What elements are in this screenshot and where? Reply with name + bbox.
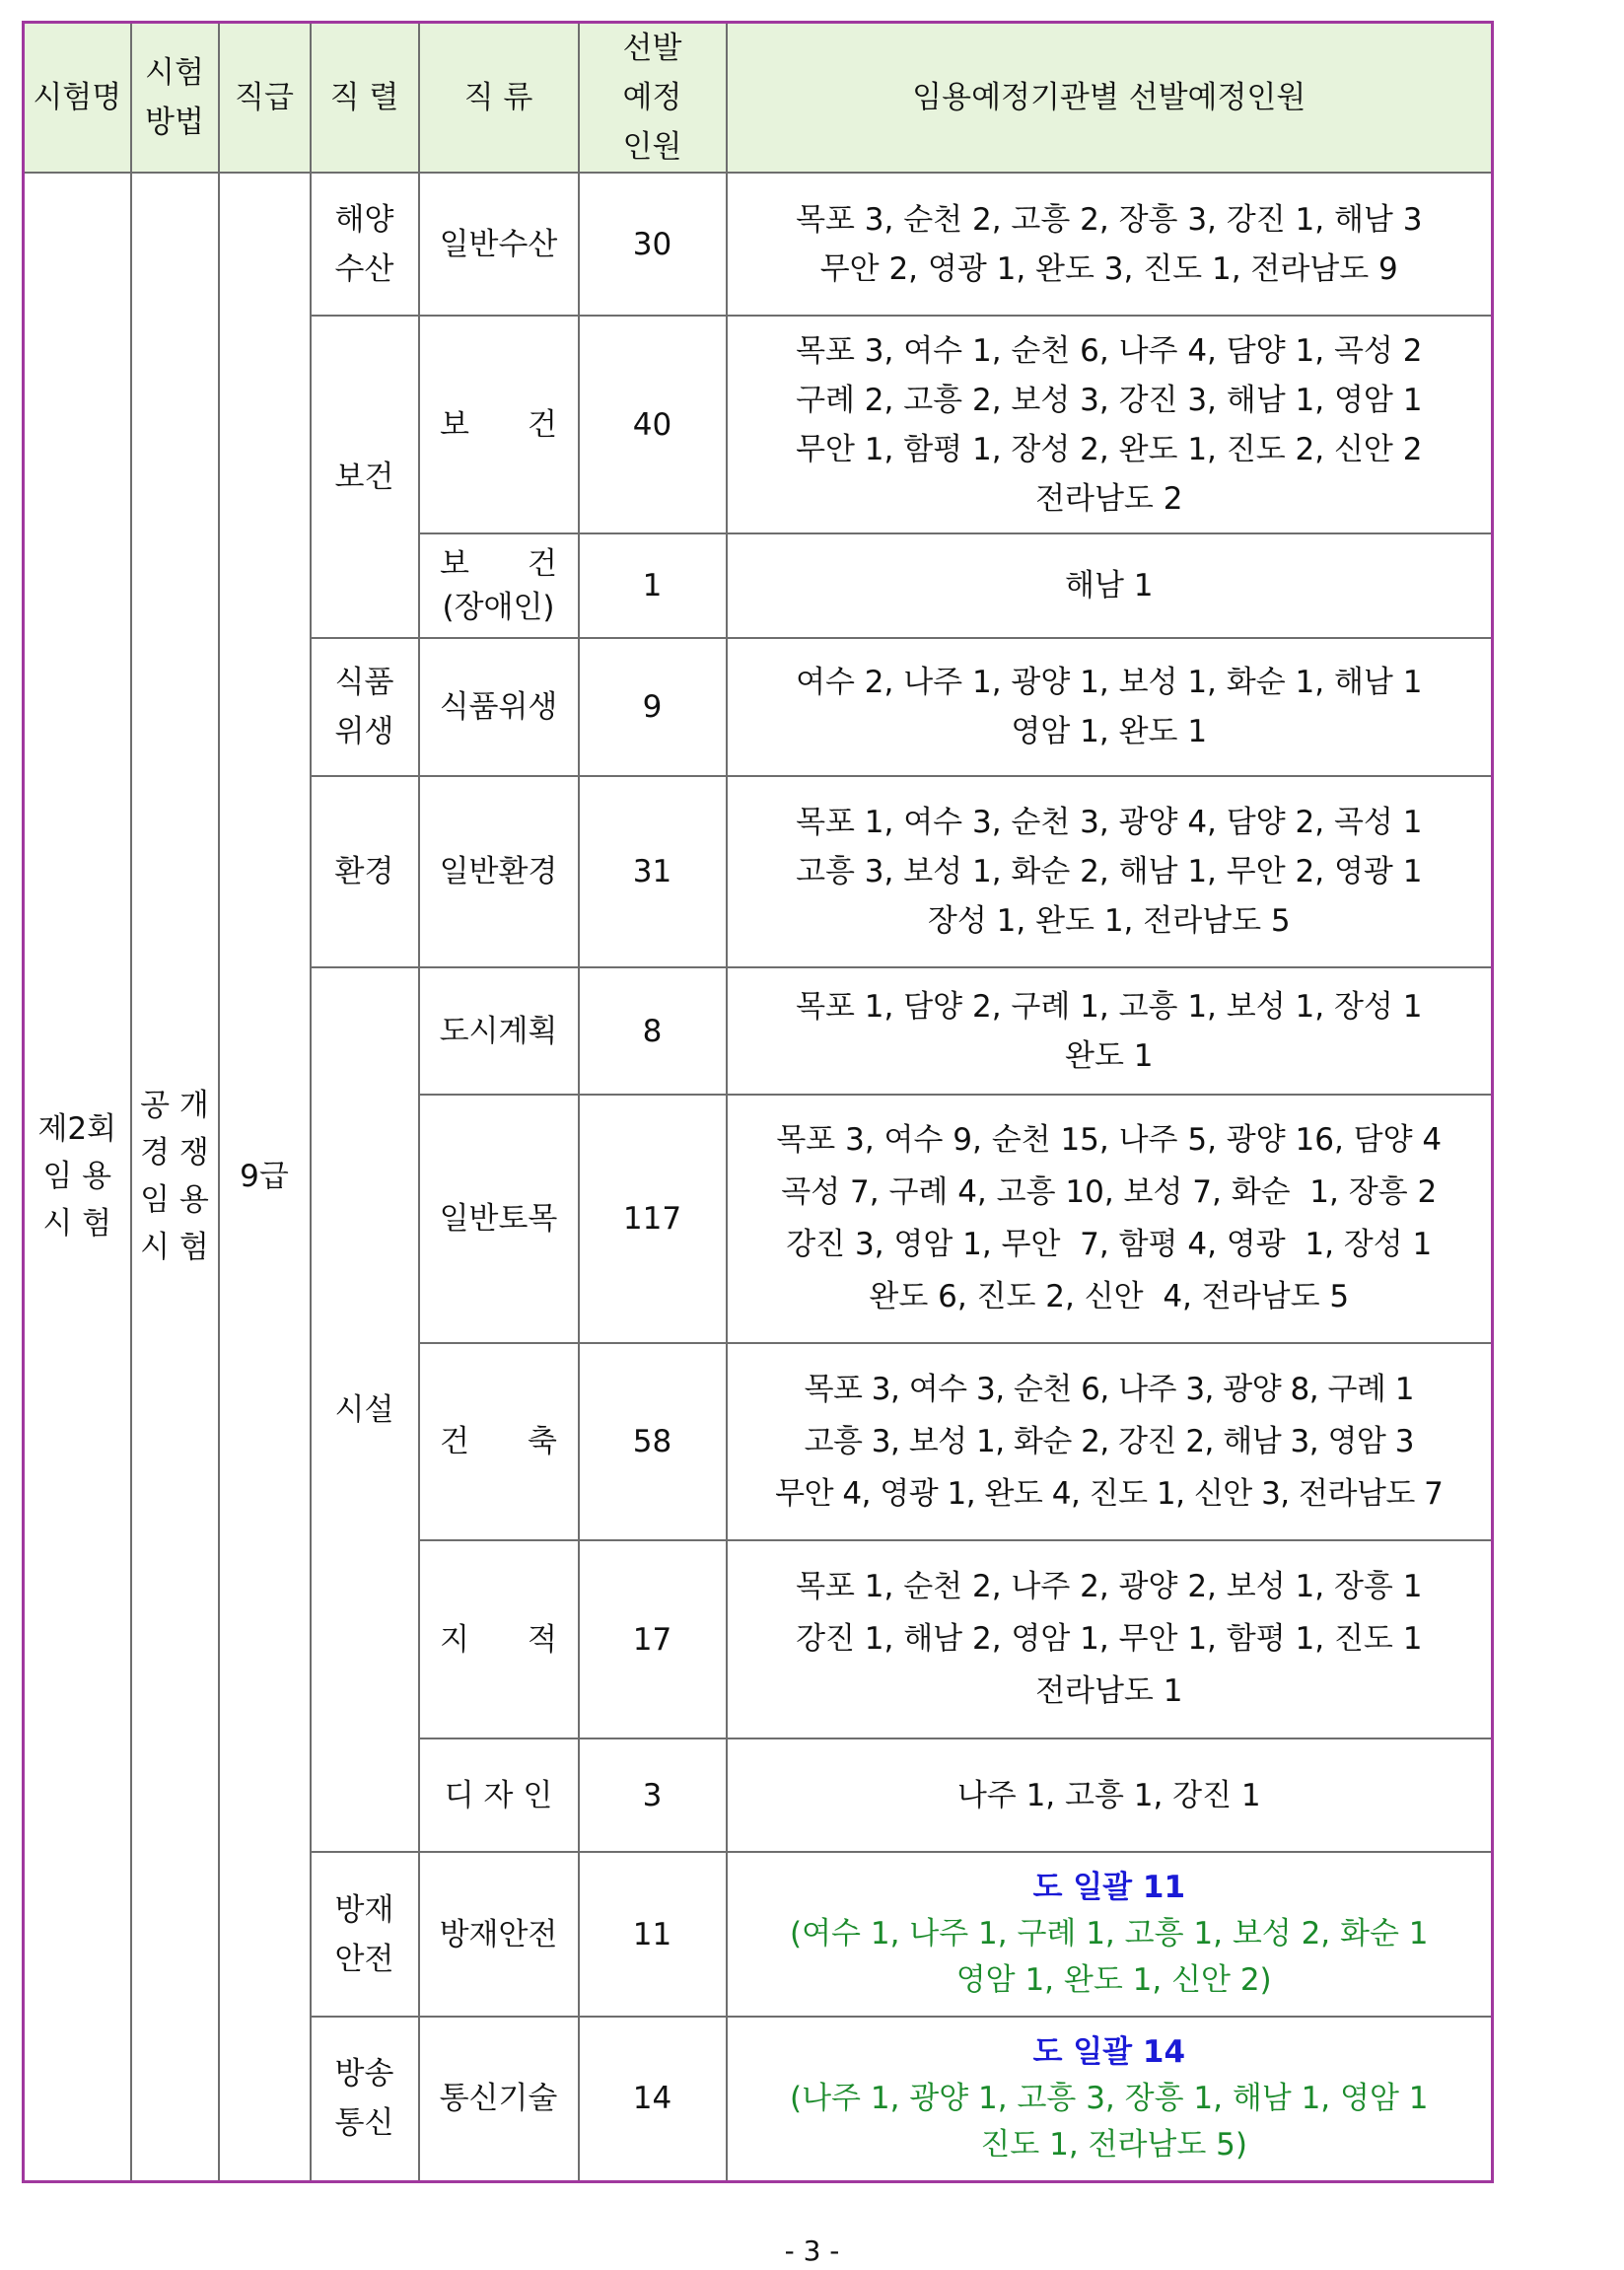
- distribution-line: 곡성 7, 구례 4, 고흥 10, 보성 7, 화순 1, 장흥 2: [781, 1174, 1438, 1210]
- agency-distribution-cell: [727, 316, 1493, 533]
- bulk-label: 도 일괄 11: [1032, 1870, 1186, 1905]
- distribution-line: 전라남도 2: [1035, 480, 1183, 517]
- agency-distribution-cell: [727, 1540, 1493, 1738]
- cell-line: 식품: [334, 665, 394, 700]
- agency-distribution-cell: [727, 1343, 1493, 1540]
- distribution-line: 완도 1: [1065, 1037, 1154, 1074]
- distribution-line: 해남 1: [1065, 568, 1154, 603]
- series-cell: [311, 2017, 419, 2181]
- cell-line: 시험: [145, 55, 204, 91]
- distribution-line: 구례 2, 고흥 2, 보성 3, 강진 3, 해남 1, 영암 1: [796, 382, 1423, 418]
- count-cell: 11: [579, 1852, 727, 2017]
- distribution-line: 고흥 3, 보성 1, 화순 2, 강진 2, 해남 3, 영암 3: [804, 1423, 1414, 1459]
- kind-cell: 지 적: [419, 1540, 579, 1738]
- cell-line: 경 쟁: [140, 1135, 209, 1171]
- agency-distribution-cell: [727, 638, 1493, 776]
- agency-distribution-cell: [727, 1852, 1493, 2017]
- series-cell: [311, 776, 419, 967]
- series-cell: [311, 967, 419, 1852]
- exam-name-cell: [24, 173, 131, 2181]
- cell-line: 예정: [622, 80, 682, 115]
- distribution-line: 무안 4, 영광 1, 완도 4, 진도 1, 신안 3, 전라남도 7: [775, 1475, 1444, 1512]
- distribution-line: 목포 1, 순천 2, 나주 2, 광양 2, 보성 1, 장흥 1: [796, 1569, 1423, 1604]
- agency-distribution-cell: [727, 533, 1493, 638]
- cell-line: 환경: [334, 854, 394, 889]
- cell-line: 시 험: [42, 1206, 112, 1242]
- distribution-line: 목포 3, 순천 2, 고흥 2, 장흥 3, 강진 1, 해남 3: [796, 201, 1423, 238]
- cell-line: 선발: [622, 31, 682, 66]
- distribution-line: 영암 1, 완도 1, 신안 2): [946, 1962, 1272, 1998]
- series-cell: [311, 173, 419, 316]
- cell-line: 임 용: [42, 1159, 112, 1195]
- exam-method-cell: [131, 173, 219, 2181]
- count-cell: 3: [579, 1738, 727, 1852]
- distribution-line: (나주 1, 광양 1, 고흥 3, 장흥 1, 해남 1, 영암 1: [790, 2080, 1429, 2116]
- distribution-line: 목포 3, 여수 9, 순천 15, 나주 5, 광양 16, 담양 4: [776, 1122, 1443, 1158]
- header-exam-name: 시험명: [24, 23, 131, 174]
- distribution-line: 목포 3, 여수 3, 순천 6, 나주 3, 광양 8, 구례 1: [804, 1371, 1414, 1407]
- agency-distribution-cell: [727, 2017, 1493, 2181]
- kind-cell: 방재안전: [419, 1852, 579, 2017]
- header-exam-method: [131, 23, 219, 174]
- header-series: 직 렬: [311, 23, 419, 174]
- count-cell: 31: [579, 776, 727, 967]
- grade-cell: 9급: [219, 173, 311, 2181]
- distribution-line: 영암 1, 완도 1: [1011, 714, 1208, 749]
- cell-line: 인원: [622, 129, 682, 165]
- agency-distribution-cell: [727, 967, 1493, 1095]
- count-cell: 17: [579, 1540, 727, 1738]
- distribution-line: 강진 1, 해남 2, 영암 1, 무안 1, 함평 1, 진도 1: [796, 1621, 1423, 1657]
- kind-cell: 보 건: [419, 316, 579, 533]
- count-cell: 8: [579, 967, 727, 1095]
- count-cell: 9: [579, 638, 727, 776]
- bulk-label: 도 일괄 14: [1032, 2033, 1186, 2070]
- count-cell: 1: [579, 533, 727, 638]
- count-cell: 117: [579, 1095, 727, 1343]
- page-number: - 3 -: [784, 2235, 840, 2267]
- cell-line: 안전: [334, 1941, 394, 1977]
- count-cell: 58: [579, 1343, 727, 1540]
- distribution-line: 강진 3, 영암 1, 무안 7, 함평 4, 영광 1, 장성 1: [786, 1227, 1433, 1262]
- distribution-line: 무안 1, 함평 1, 장성 2, 완도 1, 진도 2, 신안 2: [796, 431, 1423, 467]
- distribution-line: 완도 6, 진도 2, 신안 4, 전라남도 5: [869, 1279, 1350, 1314]
- series-cell: [311, 1852, 419, 2017]
- distribution-line: 진도 1, 전라남도 5): [970, 2126, 1247, 2163]
- cell-line: 방송: [334, 2056, 394, 2093]
- series-cell: [311, 316, 419, 638]
- kind-cell: [419, 533, 579, 638]
- distribution-line: 목포 1, 담양 2, 구례 1, 고흥 1, 보성 1, 장성 1: [796, 988, 1423, 1025]
- cell-line: 수산: [334, 250, 394, 287]
- count-cell: 40: [579, 316, 727, 533]
- agency-distribution-cell: [727, 173, 1493, 316]
- series-cell: [311, 638, 419, 776]
- agency-distribution-cell: [727, 1095, 1493, 1343]
- header-by-agency: 임용예정기관별 선발예정인원: [727, 23, 1493, 174]
- kind-cell: 통신기술: [419, 2017, 579, 2181]
- kind-cell: 일반수산: [419, 173, 579, 316]
- header-row: [24, 23, 1493, 174]
- distribution-line: 여수 2, 나주 1, 광양 1, 보성 1, 화순 1, 해남 1: [796, 665, 1423, 700]
- cell-line: 방재: [334, 1891, 394, 1928]
- count-cell: 30: [579, 173, 727, 316]
- cell-line: 공 개: [140, 1088, 209, 1124]
- header-planned: [579, 23, 727, 174]
- kind-cell: 도시계획: [419, 967, 579, 1095]
- distribution-line: (여수 1, 나주 1, 구례 1, 고흥 1, 보성 2, 화순 1: [790, 1916, 1429, 1951]
- cell-line: 시설: [334, 1391, 394, 1428]
- cell-line: 시 험: [140, 1230, 209, 1266]
- distribution-line: 장성 1, 완도 1, 전라남도 5: [927, 903, 1291, 939]
- kind-cell: 식품위생: [419, 638, 579, 776]
- table-row: [24, 173, 1493, 316]
- kind-cell: 건 축: [419, 1343, 579, 1540]
- cell-line: (장애인): [442, 590, 555, 625]
- cell-line: 해양: [334, 201, 394, 238]
- agency-distribution-cell: [727, 1738, 1493, 1852]
- header-grade: 직급: [219, 23, 311, 174]
- cell-line: 방법: [145, 105, 204, 140]
- cell-line: 임 용: [140, 1182, 209, 1219]
- count-cell: 14: [579, 2017, 727, 2181]
- cell-line: 제2회: [37, 1111, 117, 1148]
- distribution-line: 나주 1, 고흥 1, 강진 1: [956, 1777, 1261, 1813]
- cell-line: 보건: [334, 459, 394, 495]
- distribution-line: 전라남도 1: [1035, 1673, 1183, 1709]
- distribution-line: 목포 3, 여수 1, 순천 6, 나주 4, 담양 1, 곡성 2: [796, 332, 1423, 369]
- distribution-line: 목포 1, 여수 3, 순천 3, 광양 4, 담양 2, 곡성 1: [796, 805, 1423, 840]
- cell-line: 통신: [334, 2105, 394, 2142]
- cell-line: 위생: [334, 714, 394, 749]
- kind-cell: 디 자 인: [419, 1738, 579, 1852]
- recruitment-table: [22, 21, 1494, 2183]
- header-kind: 직 류: [419, 23, 579, 174]
- distribution-line: 고흥 3, 보성 1, 화순 2, 해남 1, 무안 2, 영광 1: [796, 854, 1423, 889]
- kind-cell: 일반환경: [419, 776, 579, 967]
- distribution-line: 무안 2, 영광 1, 완도 3, 진도 1, 전라남도 9: [819, 250, 1398, 287]
- agency-distribution-cell: [727, 776, 1493, 967]
- cell-line: 보 건: [439, 546, 558, 582]
- kind-cell: 일반토목: [419, 1095, 579, 1343]
